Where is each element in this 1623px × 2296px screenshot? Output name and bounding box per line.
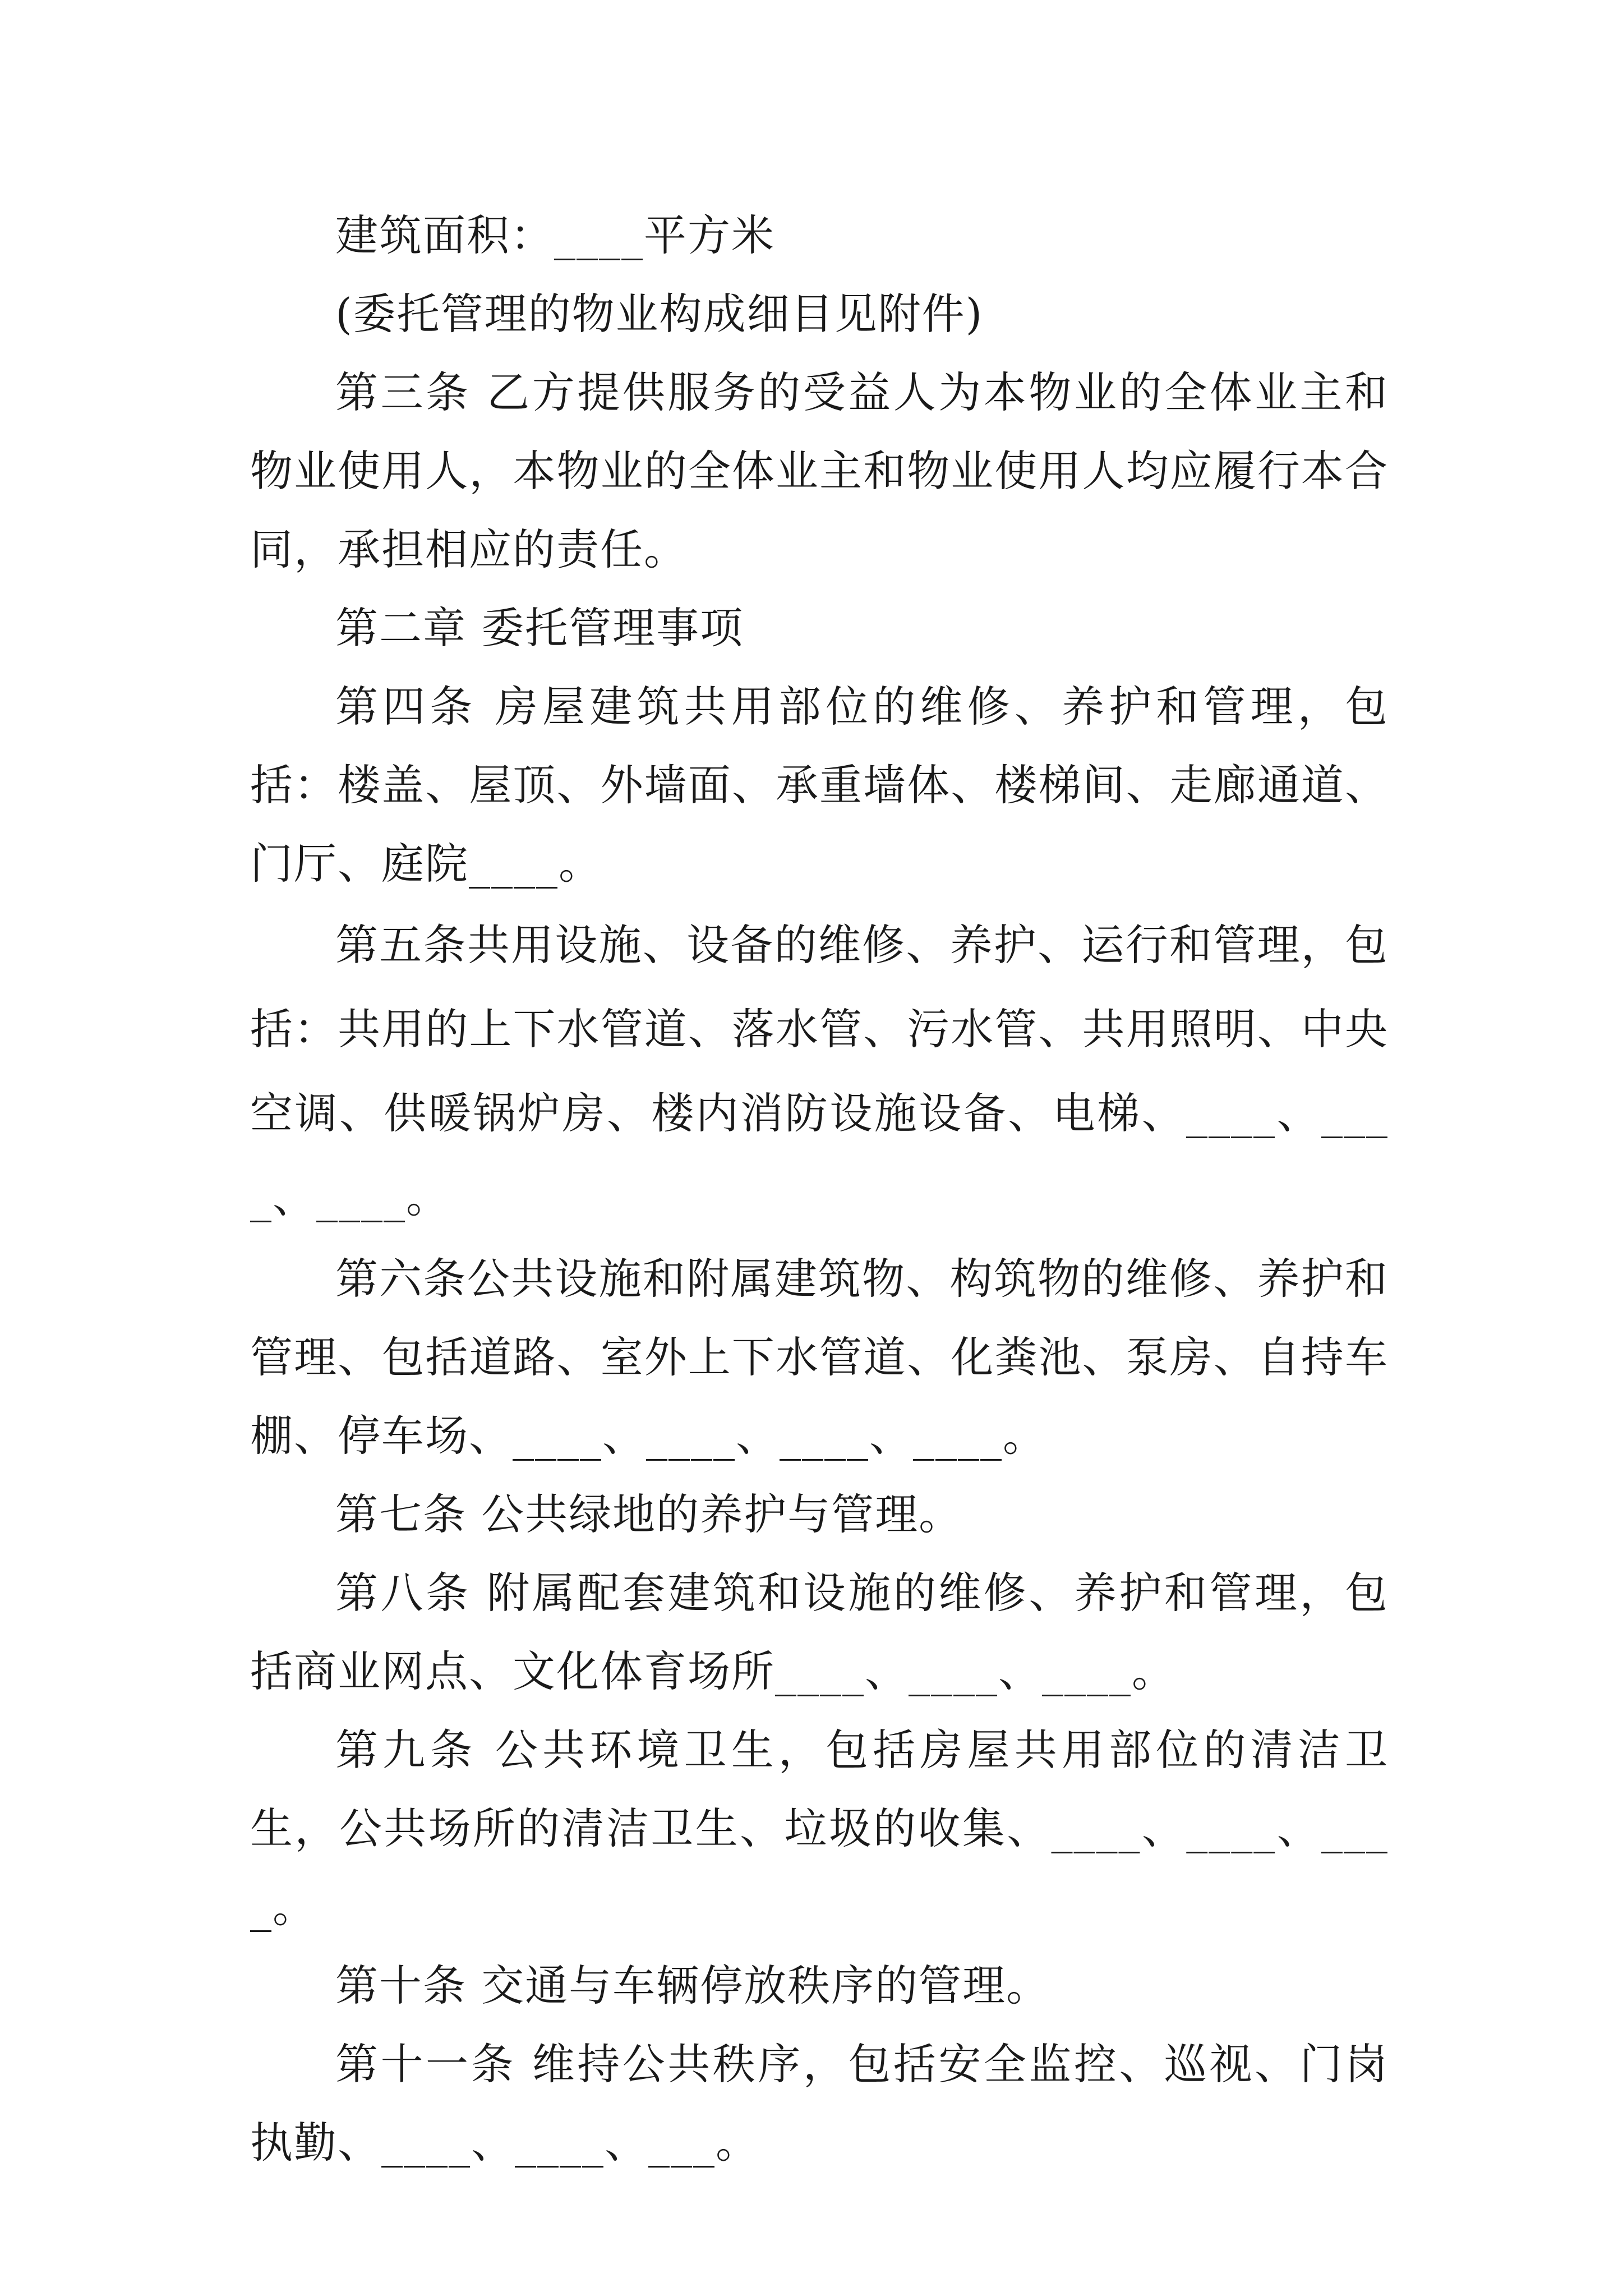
document-body: [250, 196, 1389, 2182]
chapter-2-heading: 第二章 委托管理事项: [335, 603, 744, 653]
property-detail-note: (委托管理的物业构成细目见附件): [335, 289, 984, 339]
article-9: 第九条 公共环境卫生，包括房屋共用部位的清洁卫生，公共场所的清洁卫生、垃圾的收集、____、____、____。: [250, 1725, 1389, 1932]
article-7: 第七条 公共绿地的养护与管理。: [335, 1489, 963, 1539]
article-4: 第四条 房屋建筑共用部位的维修、养护和管理，包括：楼盖、屋顶、外墙面、承重墙体、楼梯间、走廊通道、门厅、庭院____。: [250, 682, 1389, 889]
building-area-line: 建筑面积：____平方米: [335, 210, 775, 260]
article-11: 第十一条 维持公共秩序，包括安全监控、巡视、门岗执勤、____、____、___。: [250, 2039, 1389, 2168]
article-10: 第十条 交通与车辆停放秩序的管理。: [335, 1961, 1050, 2010]
article-6: 第六条公共设施和附属建筑物、构筑物的维修、养护和管理、包括道路、室外上下水管道、化粪池、泵房、自持车棚、停车场、____、____、____、____。: [250, 1254, 1389, 1461]
article-8: 第八条 附属配套建筑和设施的维修、养护和管理，包括商业网点、文化体育场所____、____、____。: [250, 1568, 1389, 1696]
article-5: 第五条共用设施、设备的维修、养护、运行和管理，包括：共用的上下水管道、落水管、污水管、共用照明、中央空调、供暖锅炉房、楼内消防设施设备、电梯、____、____、____。: [250, 920, 1389, 1222]
article-3: 第三条 乙方提供服务的受益人为本物业的全体业主和物业使用人，本物业的全体业主和物业使用人均应履行本合同，承担相应的责任。: [250, 367, 1389, 574]
